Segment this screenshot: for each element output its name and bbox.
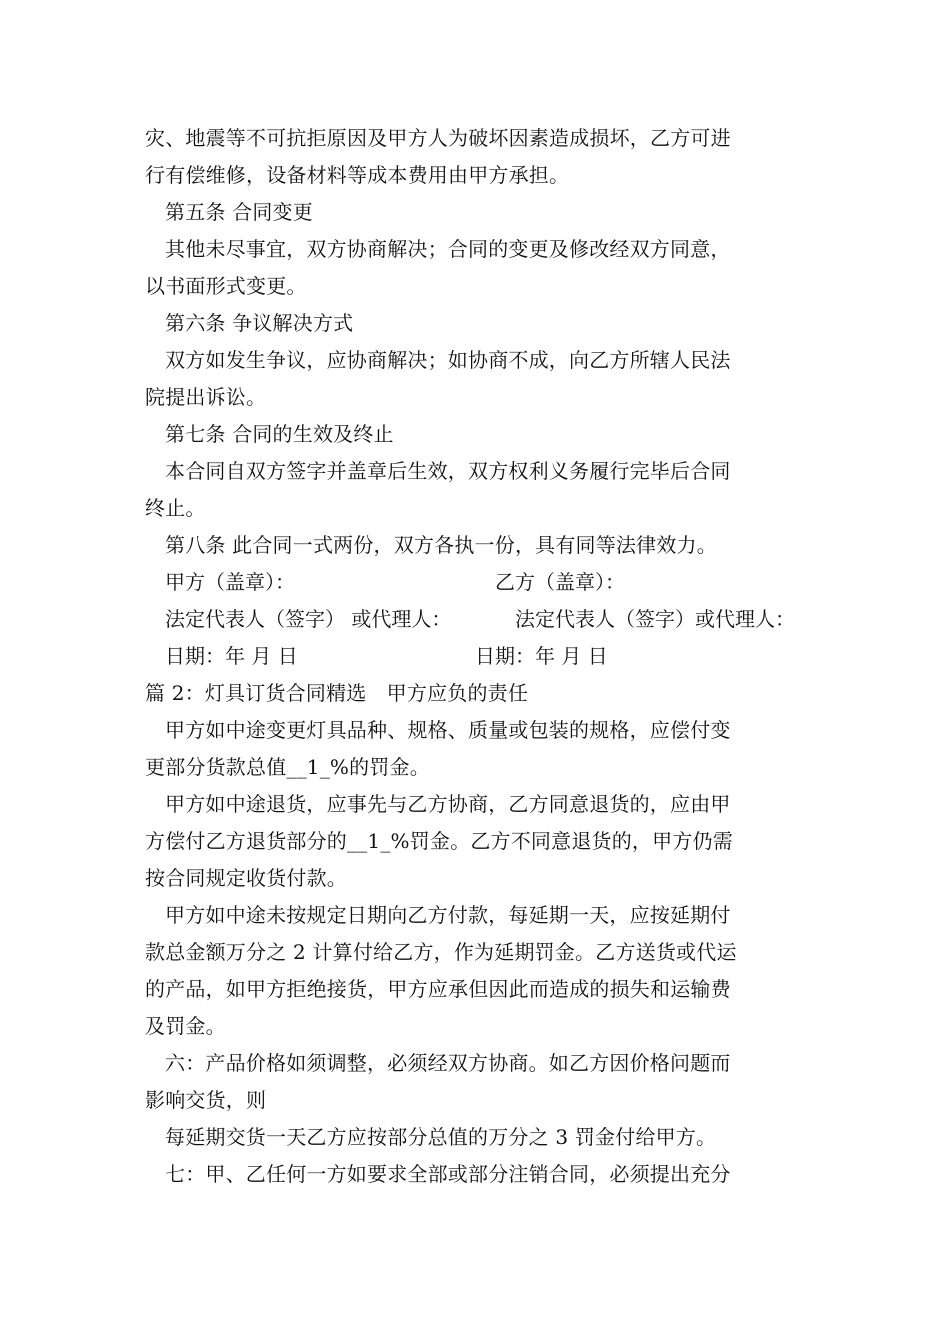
paragraph-line: 方偿付乙方退货部分的__1_%罚金。乙方不同意退货的，甲方仍需 bbox=[145, 829, 733, 853]
article-heading: 第六条 争议解决方式 bbox=[165, 311, 354, 335]
paragraph-line: 甲方如中途变更灯具品种、规格、质量或包装的规格，应偿付变 bbox=[165, 718, 731, 742]
paragraph-line: 甲方如中途未按规定日期向乙方付款，每延期一天，应按延期付 bbox=[165, 903, 731, 927]
party-b-date-label: 日期：年 月 日 bbox=[475, 644, 608, 668]
document-body bbox=[145, 120, 825, 1193]
paragraph-line: 及罚金。 bbox=[145, 1014, 226, 1038]
paragraph-line: 以书面形式变更。 bbox=[145, 274, 307, 298]
paragraph-line: 六：产品价格如须调整，必须经双方协商。如乙方因价格问题而 bbox=[165, 1051, 731, 1075]
paragraph-line: 行有偿维修，设备材料等成本费用由甲方承担。 bbox=[145, 163, 570, 187]
signature-row-rep bbox=[145, 601, 825, 638]
article-heading: 第七条 合同的生效及终止 bbox=[165, 422, 394, 446]
paragraph-line: 灾、地震等不可抗拒原因及甲方人为破坏因素造成损坏，乙方可进 bbox=[145, 126, 731, 150]
paragraph-line: 影响交货，则 bbox=[145, 1088, 267, 1112]
party-a-seal-label: 甲方（盖章）： bbox=[165, 570, 295, 594]
article-heading: 第八条 此合同一式两份，双方各执一份，具有同等法律效力。 bbox=[165, 533, 717, 557]
paragraph-line: 每延期交货一天乙方应按部分总值的万分之 3 罚金付给甲方。 bbox=[165, 1125, 717, 1149]
paragraph-line: 其他未尽事宜，双方协商解决；合同的变更及修改经双方同意， bbox=[165, 237, 731, 261]
party-a-date-label: 日期：年 月 日 bbox=[165, 644, 298, 668]
party-a-rep-label: 法定代表人（签字） 或代理人： bbox=[165, 607, 452, 631]
party-b-rep-label: 法定代表人（签字）或代理人： bbox=[515, 607, 795, 631]
paragraph-line: 院提出诉讼。 bbox=[145, 385, 267, 409]
paragraph-line: 甲方如中途退货，应事先与乙方协商，乙方同意退货的，应由甲 bbox=[165, 792, 731, 816]
signature-row-seal bbox=[145, 564, 825, 601]
paragraph-line: 更部分货款总值__1_%的罚金。 bbox=[145, 755, 430, 779]
signature-row-date bbox=[145, 638, 825, 675]
paragraph-line: 七：甲、乙任何一方如要求全部或部分注销合同，必须提出充分 bbox=[165, 1162, 731, 1186]
paragraph-line: 本合同自双方签字并盖章后生效，双方权利义务履行完毕后合同 bbox=[165, 459, 731, 483]
article-heading: 第五条 合同变更 bbox=[165, 200, 313, 224]
paragraph-line: 的产品，如甲方拒绝接货，甲方应承但因此而造成的损失和运输费 bbox=[145, 977, 731, 1001]
paragraph-line: 双方如发生争议，应协商解决；如协商不成，向乙方所辖人民法 bbox=[165, 348, 731, 372]
party-b-seal-label: 乙方（盖章）： bbox=[495, 570, 625, 594]
paragraph-line: 款总金额万分之 2 计算付给乙方，作为延期罚金。乙方送货或代运 bbox=[145, 940, 737, 964]
section-heading: 篇 2：灯具订货合同精选 甲方应负的责任 bbox=[145, 681, 529, 705]
paragraph-line: 终止。 bbox=[145, 496, 206, 520]
paragraph-line: 按合同规定收货付款。 bbox=[145, 866, 347, 890]
